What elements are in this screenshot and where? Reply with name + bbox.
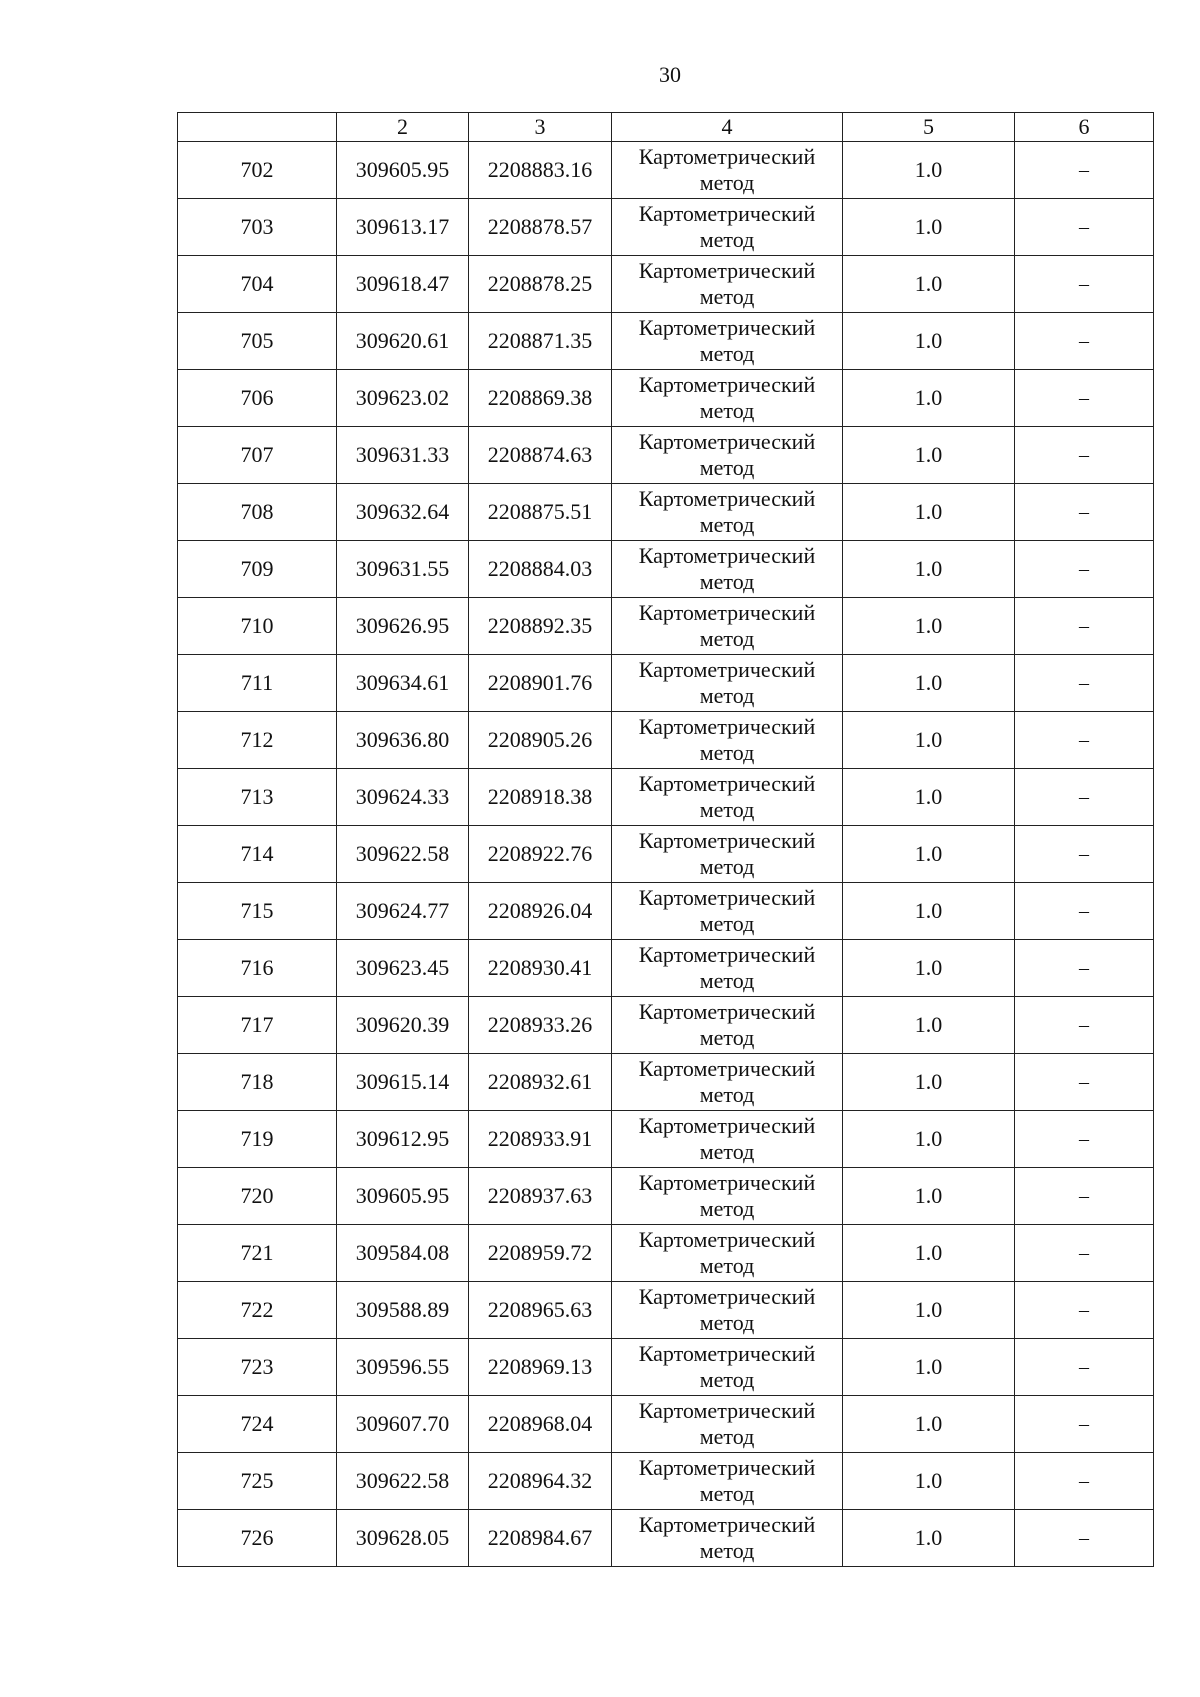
table-row xyxy=(178,1054,1154,1111)
method-line-2: метод xyxy=(699,1310,755,1335)
accuracy-cell: 1.0 xyxy=(843,1396,1015,1453)
page-number: 30 xyxy=(659,62,681,87)
method-line-2: метод xyxy=(699,1082,755,1107)
table-row xyxy=(178,1510,1154,1567)
header-col-2: 2 xyxy=(337,113,469,142)
y-coordinate-cell: 2208959.72 xyxy=(469,1225,612,1282)
method-line-2: метод xyxy=(699,1538,755,1563)
x-coordinate-cell: 309612.95 xyxy=(337,1111,469,1168)
method-cell xyxy=(612,1282,843,1339)
method-line-2: метод xyxy=(699,284,755,309)
table-row xyxy=(178,1339,1154,1396)
y-coordinate-cell: 2208937.63 xyxy=(469,1168,612,1225)
note-cell: – xyxy=(1015,313,1154,370)
note-cell: – xyxy=(1015,1225,1154,1282)
note-cell: – xyxy=(1015,940,1154,997)
method-cell xyxy=(612,1054,843,1111)
x-coordinate-cell: 309631.33 xyxy=(337,427,469,484)
x-coordinate-cell: 309618.47 xyxy=(337,256,469,313)
x-coordinate-cell: 309620.39 xyxy=(337,997,469,1054)
method-line-2: метод xyxy=(699,1253,755,1278)
note-cell: – xyxy=(1015,1054,1154,1111)
table-row xyxy=(178,142,1154,199)
accuracy-cell: 1.0 xyxy=(843,1054,1015,1111)
table-row xyxy=(178,1282,1154,1339)
x-coordinate-cell: 309634.61 xyxy=(337,655,469,712)
method-line-2: метод xyxy=(699,227,755,252)
table-row xyxy=(178,997,1154,1054)
note-cell: – xyxy=(1015,1168,1154,1225)
method-line-1: Картометрический xyxy=(638,372,816,397)
method-cell xyxy=(612,427,843,484)
point-number-cell: 720 xyxy=(178,1168,337,1225)
note-cell: – xyxy=(1015,541,1154,598)
method-line-1: Картометрический xyxy=(638,1227,816,1252)
point-number-cell: 714 xyxy=(178,826,337,883)
table-row xyxy=(178,541,1154,598)
note-cell: – xyxy=(1015,370,1154,427)
point-number-cell: 726 xyxy=(178,1510,337,1567)
x-coordinate-cell: 309607.70 xyxy=(337,1396,469,1453)
note-cell: – xyxy=(1015,826,1154,883)
accuracy-cell: 1.0 xyxy=(843,541,1015,598)
method-cell xyxy=(612,883,843,940)
accuracy-cell: 1.0 xyxy=(843,1282,1015,1339)
method-line-1: Картометрический xyxy=(638,258,816,283)
header-col-6: 6 xyxy=(1015,113,1154,142)
method-line-1: Картометрический xyxy=(638,828,816,853)
method-line-2: метод xyxy=(699,341,755,366)
method-cell xyxy=(612,256,843,313)
note-cell: – xyxy=(1015,199,1154,256)
x-coordinate-cell: 309588.89 xyxy=(337,1282,469,1339)
method-cell xyxy=(612,655,843,712)
method-line-2: метод xyxy=(699,1424,755,1449)
method-line-2: метод xyxy=(699,1481,755,1506)
method-line-1: Картометрический xyxy=(638,999,816,1024)
method-cell xyxy=(612,712,843,769)
y-coordinate-cell: 2208878.57 xyxy=(469,199,612,256)
method-line-2: метод xyxy=(699,1139,755,1164)
note-cell: – xyxy=(1015,1282,1154,1339)
y-coordinate-cell: 2208964.32 xyxy=(469,1453,612,1510)
y-coordinate-cell: 2208969.13 xyxy=(469,1339,612,1396)
point-number-cell: 712 xyxy=(178,712,337,769)
note-cell: – xyxy=(1015,484,1154,541)
note-cell: – xyxy=(1015,1396,1154,1453)
point-number-cell: 706 xyxy=(178,370,337,427)
table-row xyxy=(178,769,1154,826)
method-cell xyxy=(612,598,843,655)
method-cell xyxy=(612,997,843,1054)
method-line-2: метод xyxy=(699,683,755,708)
x-coordinate-cell: 309615.14 xyxy=(337,1054,469,1111)
method-line-2: метод xyxy=(699,1367,755,1392)
method-cell xyxy=(612,769,843,826)
point-number-cell: 715 xyxy=(178,883,337,940)
y-coordinate-cell: 2208926.04 xyxy=(469,883,612,940)
method-line-1: Картометрический xyxy=(638,600,816,625)
y-coordinate-cell: 2208922.76 xyxy=(469,826,612,883)
method-cell xyxy=(612,1339,843,1396)
x-coordinate-cell: 309624.77 xyxy=(337,883,469,940)
point-number-cell: 703 xyxy=(178,199,337,256)
method-line-1: Картометрический xyxy=(638,201,816,226)
method-line-1: Картометрический xyxy=(638,543,816,568)
accuracy-cell: 1.0 xyxy=(843,1225,1015,1282)
accuracy-cell: 1.0 xyxy=(843,370,1015,427)
method-line-1: Картометрический xyxy=(638,1455,816,1480)
y-coordinate-cell: 2208875.51 xyxy=(469,484,612,541)
method-line-1: Картометрический xyxy=(638,657,816,682)
table-row xyxy=(178,883,1154,940)
note-cell: – xyxy=(1015,1339,1154,1396)
method-cell xyxy=(612,1396,843,1453)
point-number-cell: 705 xyxy=(178,313,337,370)
note-cell: – xyxy=(1015,883,1154,940)
method-cell xyxy=(612,826,843,883)
table-row xyxy=(178,655,1154,712)
method-line-2: метод xyxy=(699,569,755,594)
table-row xyxy=(178,1453,1154,1510)
y-coordinate-cell: 2208930.41 xyxy=(469,940,612,997)
x-coordinate-cell: 309626.95 xyxy=(337,598,469,655)
y-coordinate-cell: 2208883.16 xyxy=(469,142,612,199)
note-cell: – xyxy=(1015,712,1154,769)
table-row xyxy=(178,826,1154,883)
method-line-1: Картометрический xyxy=(638,429,816,454)
accuracy-cell: 1.0 xyxy=(843,997,1015,1054)
note-cell: – xyxy=(1015,142,1154,199)
note-cell: – xyxy=(1015,1111,1154,1168)
x-coordinate-cell: 309636.80 xyxy=(337,712,469,769)
method-cell xyxy=(612,370,843,427)
method-cell xyxy=(612,940,843,997)
x-coordinate-cell: 309605.95 xyxy=(337,1168,469,1225)
method-line-1: Картометрический xyxy=(638,714,816,739)
x-coordinate-cell: 309596.55 xyxy=(337,1339,469,1396)
x-coordinate-cell: 309584.08 xyxy=(337,1225,469,1282)
accuracy-cell: 1.0 xyxy=(843,1339,1015,1396)
method-line-1: Картометрический xyxy=(638,144,816,169)
y-coordinate-cell: 2208918.38 xyxy=(469,769,612,826)
note-cell: – xyxy=(1015,427,1154,484)
note-cell: – xyxy=(1015,1510,1154,1567)
accuracy-cell: 1.0 xyxy=(843,1111,1015,1168)
method-line-1: Картометрический xyxy=(638,486,816,511)
table-row xyxy=(178,712,1154,769)
y-coordinate-cell: 2208874.63 xyxy=(469,427,612,484)
accuracy-cell: 1.0 xyxy=(843,598,1015,655)
method-line-1: Картометрический xyxy=(638,1170,816,1195)
table-row xyxy=(178,1225,1154,1282)
method-line-1: Картометрический xyxy=(638,1056,816,1081)
method-line-1: Картометрический xyxy=(638,1512,816,1537)
y-coordinate-cell: 2208905.26 xyxy=(469,712,612,769)
accuracy-cell: 1.0 xyxy=(843,655,1015,712)
method-line-1: Картометрический xyxy=(638,885,816,910)
point-number-cell: 721 xyxy=(178,1225,337,1282)
point-number-cell: 723 xyxy=(178,1339,337,1396)
y-coordinate-cell: 2208871.35 xyxy=(469,313,612,370)
accuracy-cell: 1.0 xyxy=(843,883,1015,940)
table-row xyxy=(178,256,1154,313)
x-coordinate-cell: 309631.55 xyxy=(337,541,469,598)
header-col-3: 3 xyxy=(469,113,612,142)
table-row xyxy=(178,313,1154,370)
point-number-cell: 707 xyxy=(178,427,337,484)
y-coordinate-cell: 2208933.91 xyxy=(469,1111,612,1168)
accuracy-cell: 1.0 xyxy=(843,313,1015,370)
y-coordinate-cell: 2208932.61 xyxy=(469,1054,612,1111)
point-number-cell: 722 xyxy=(178,1282,337,1339)
method-line-2: метод xyxy=(699,398,755,423)
point-number-cell: 717 xyxy=(178,997,337,1054)
table-row xyxy=(178,1111,1154,1168)
method-line-2: метод xyxy=(699,512,755,537)
point-number-cell: 713 xyxy=(178,769,337,826)
accuracy-cell: 1.0 xyxy=(843,199,1015,256)
note-cell: – xyxy=(1015,598,1154,655)
method-cell xyxy=(612,484,843,541)
method-cell xyxy=(612,142,843,199)
x-coordinate-cell: 309623.02 xyxy=(337,370,469,427)
coordinates-table xyxy=(177,112,1154,1567)
point-number-cell: 719 xyxy=(178,1111,337,1168)
point-number-cell: 724 xyxy=(178,1396,337,1453)
method-line-1: Картометрический xyxy=(638,1341,816,1366)
table-row xyxy=(178,427,1154,484)
method-line-2: метод xyxy=(699,911,755,936)
y-coordinate-cell: 2208884.03 xyxy=(469,541,612,598)
table-row xyxy=(178,484,1154,541)
y-coordinate-cell: 2208878.25 xyxy=(469,256,612,313)
point-number-cell: 710 xyxy=(178,598,337,655)
method-line-2: метод xyxy=(699,1196,755,1221)
accuracy-cell: 1.0 xyxy=(843,1168,1015,1225)
table-body xyxy=(178,142,1154,1567)
point-number-cell: 708 xyxy=(178,484,337,541)
table-header-row xyxy=(178,113,1154,142)
table-row xyxy=(178,598,1154,655)
method-line-1: Картометрический xyxy=(638,315,816,340)
table-row xyxy=(178,1168,1154,1225)
accuracy-cell: 1.0 xyxy=(843,484,1015,541)
method-line-2: метод xyxy=(699,1025,755,1050)
table-row xyxy=(178,1396,1154,1453)
method-cell xyxy=(612,1225,843,1282)
accuracy-cell: 1.0 xyxy=(843,940,1015,997)
method-cell xyxy=(612,541,843,598)
accuracy-cell: 1.0 xyxy=(843,712,1015,769)
y-coordinate-cell: 2208933.26 xyxy=(469,997,612,1054)
y-coordinate-cell: 2208869.38 xyxy=(469,370,612,427)
method-line-1: Картометрический xyxy=(638,771,816,796)
method-cell xyxy=(612,199,843,256)
x-coordinate-cell: 309628.05 xyxy=(337,1510,469,1567)
point-number-cell: 711 xyxy=(178,655,337,712)
accuracy-cell: 1.0 xyxy=(843,1510,1015,1567)
y-coordinate-cell: 2208984.67 xyxy=(469,1510,612,1567)
method-cell xyxy=(612,313,843,370)
note-cell: – xyxy=(1015,1453,1154,1510)
x-coordinate-cell: 309624.33 xyxy=(337,769,469,826)
table-row xyxy=(178,199,1154,256)
method-line-2: метод xyxy=(699,968,755,993)
y-coordinate-cell: 2208965.63 xyxy=(469,1282,612,1339)
header-col-5: 5 xyxy=(843,113,1015,142)
method-line-2: метод xyxy=(699,797,755,822)
method-cell xyxy=(612,1111,843,1168)
y-coordinate-cell: 2208892.35 xyxy=(469,598,612,655)
x-coordinate-cell: 309623.45 xyxy=(337,940,469,997)
accuracy-cell: 1.0 xyxy=(843,142,1015,199)
method-cell xyxy=(612,1510,843,1567)
header-col-4: 4 xyxy=(612,113,843,142)
method-line-2: метод xyxy=(699,854,755,879)
x-coordinate-cell: 309613.17 xyxy=(337,199,469,256)
point-number-cell: 716 xyxy=(178,940,337,997)
accuracy-cell: 1.0 xyxy=(843,427,1015,484)
y-coordinate-cell: 2208968.04 xyxy=(469,1396,612,1453)
point-number-cell: 709 xyxy=(178,541,337,598)
method-line-1: Картометрический xyxy=(638,1398,816,1423)
accuracy-cell: 1.0 xyxy=(843,826,1015,883)
table-row xyxy=(178,370,1154,427)
x-coordinate-cell: 309622.58 xyxy=(337,1453,469,1510)
x-coordinate-cell: 309620.61 xyxy=(337,313,469,370)
method-cell xyxy=(612,1168,843,1225)
note-cell: – xyxy=(1015,655,1154,712)
table-row xyxy=(178,940,1154,997)
point-number-cell: 702 xyxy=(178,142,337,199)
accuracy-cell: 1.0 xyxy=(843,1453,1015,1510)
method-line-2: метод xyxy=(699,626,755,651)
accuracy-cell: 1.0 xyxy=(843,769,1015,826)
x-coordinate-cell: 309605.95 xyxy=(337,142,469,199)
accuracy-cell: 1.0 xyxy=(843,256,1015,313)
method-line-1: Картометрический xyxy=(638,1284,816,1309)
method-line-1: Картометрический xyxy=(638,942,816,967)
method-cell xyxy=(612,1453,843,1510)
method-line-1: Картометрический xyxy=(638,1113,816,1138)
note-cell: – xyxy=(1015,256,1154,313)
y-coordinate-cell: 2208901.76 xyxy=(469,655,612,712)
header-col-1 xyxy=(178,113,337,142)
x-coordinate-cell: 309632.64 xyxy=(337,484,469,541)
method-line-2: метод xyxy=(699,455,755,480)
point-number-cell: 718 xyxy=(178,1054,337,1111)
x-coordinate-cell: 309622.58 xyxy=(337,826,469,883)
note-cell: – xyxy=(1015,769,1154,826)
point-number-cell: 725 xyxy=(178,1453,337,1510)
point-number-cell: 704 xyxy=(178,256,337,313)
method-line-2: метод xyxy=(699,740,755,765)
note-cell: – xyxy=(1015,997,1154,1054)
method-line-2: метод xyxy=(699,170,755,195)
